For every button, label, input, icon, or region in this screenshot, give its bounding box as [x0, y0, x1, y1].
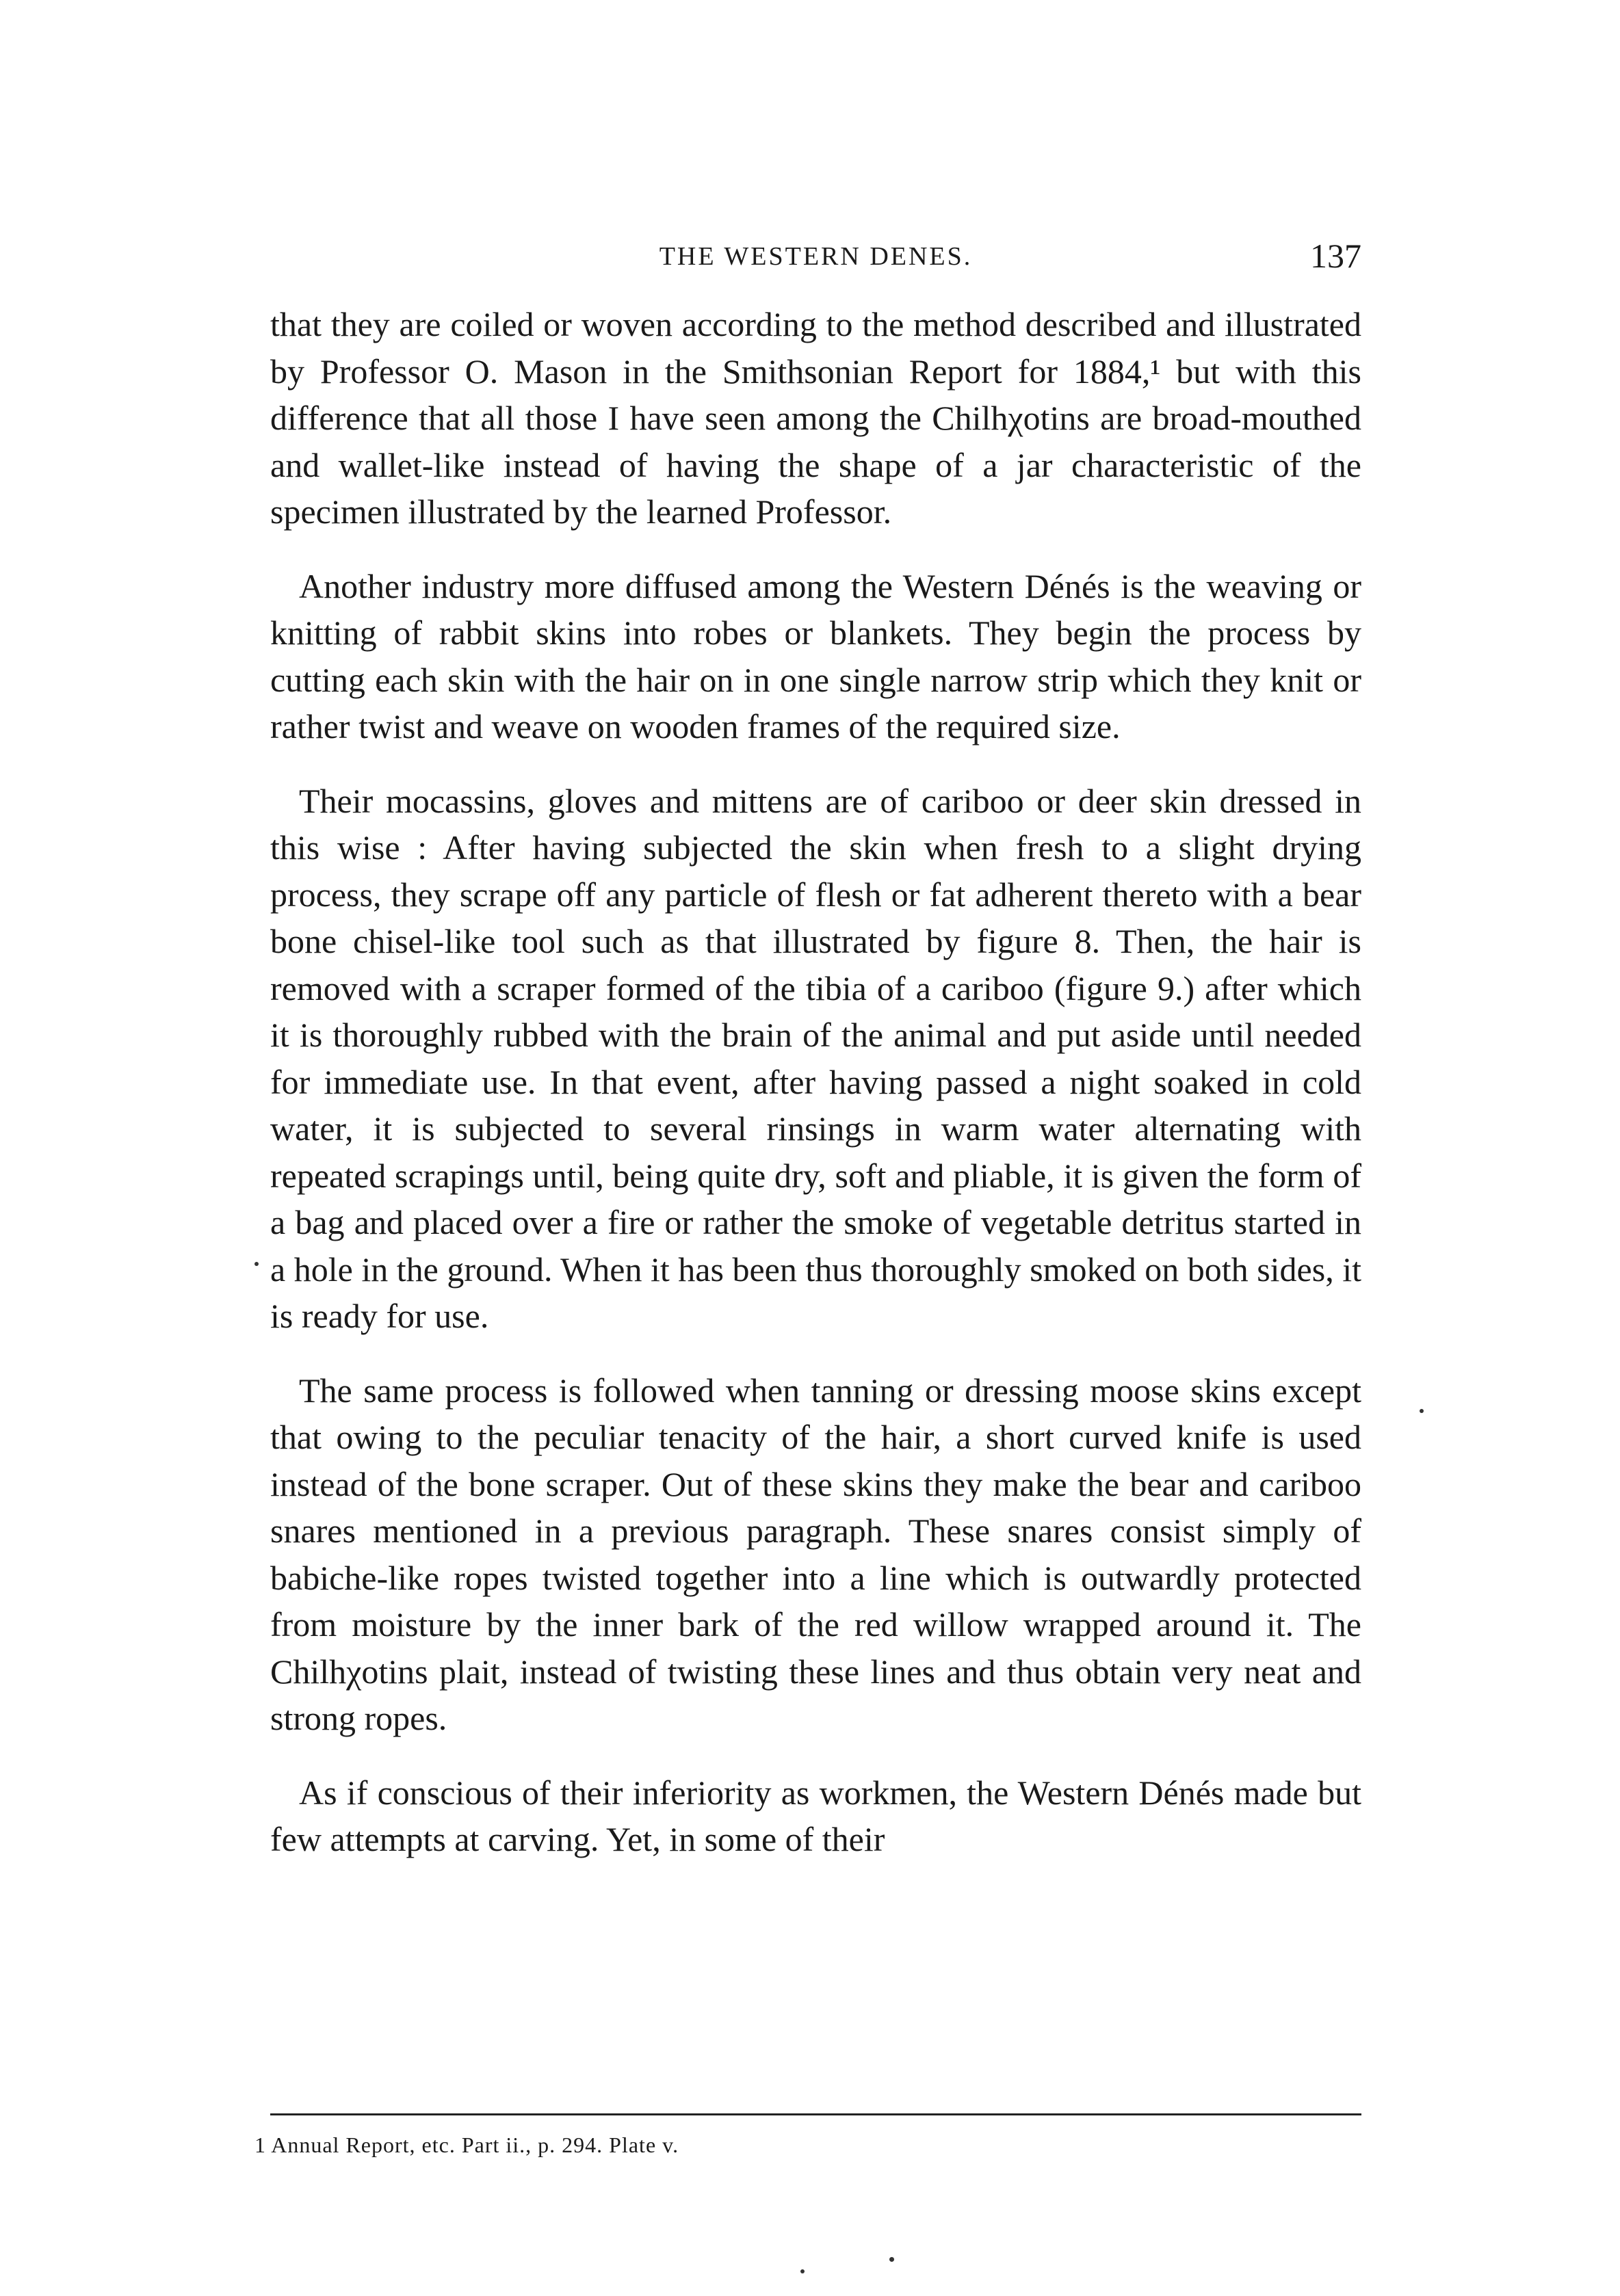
scan-speck	[254, 1262, 259, 1266]
page-number: 137	[1310, 237, 1361, 275]
scan-speck	[800, 2269, 805, 2273]
footnote-rule	[270, 2113, 1361, 2115]
body-text	[270, 301, 1361, 1863]
scan-speck	[889, 2257, 894, 2262]
running-head	[270, 236, 1361, 277]
footnote: 1 Annual Report, etc. Part ii., p. 294. Plate v.	[254, 2133, 679, 2157]
paragraph-carving: As if conscious of their inferiority as workmen, the Western Dénés made but few attempts at carving. Yet, in some of their	[270, 1773, 1361, 1858]
running-title: THE WESTERN DENES.	[659, 242, 973, 271]
paragraph-basket-coiling: that they are coiled or woven according to the method described and illustrated by Professor O. Mason in the Smithsonian Report for 1884,¹ but with this difference that all those I have seen among the Chilhχotins are broad-mouthed and wallet-like instead of having the shape of a jar characteristic of the specimen illustrated by the learned Professor.	[270, 305, 1361, 531]
paragraph-moose-skins-snares: The same process is followed when tanning or dressing moose skins except that owing to the peculiar tenacity of the hair, a short curved knife is used instead of the bone scraper. Out of these skins they make the bear and cariboo snares mentioned in a previous paragraph. These snares consist simply of babiche-like ropes twisted together into a line which is outwardly protected from moisture by the inner bark of the red willow wrapped around it. The Chilhχotins plait, instead of twisting these lines and thus obtain very neat and strong ropes.	[270, 1371, 1361, 1737]
paragraph-rabbit-skin-weaving: Another industry more diffused among the Western Dénés is the weaving or knitting of rabbit skins into robes or blankets. They begin the process by cutting each skin with the hair on in one single narrow strip which they knit or rather twist and weave on wooden frames of the required size.	[270, 566, 1361, 745]
scan-speck	[1420, 1409, 1424, 1413]
paragraph-skin-dressing: Their mocassins, gloves and mittens are of cariboo or deer skin dressed in this wise : After having subjected the skin when fresh to a slight drying process, they scrape off any particle of flesh or fat adherent thereto with a bear bone chisel-like tool such as that illustrated by figure 8. Then, the hair is removed with a scraper formed of the tibia of a cariboo (figure 9.) after which it is thoroughly rubbed with the brain of the animal and put aside until needed for immediate use. In that event, after having passed a night soaked in cold water, it is subjected to several rinsings in warm water alternating with repeated scrapings until, being quite dry, soft and pliable, it is given the form of a bag and placed over a fire or rather the smoke of vegetable detritus started in a hole in the ground. When it has been thus thoroughly smoked on both sides, it is ready for use.	[270, 781, 1361, 1335]
